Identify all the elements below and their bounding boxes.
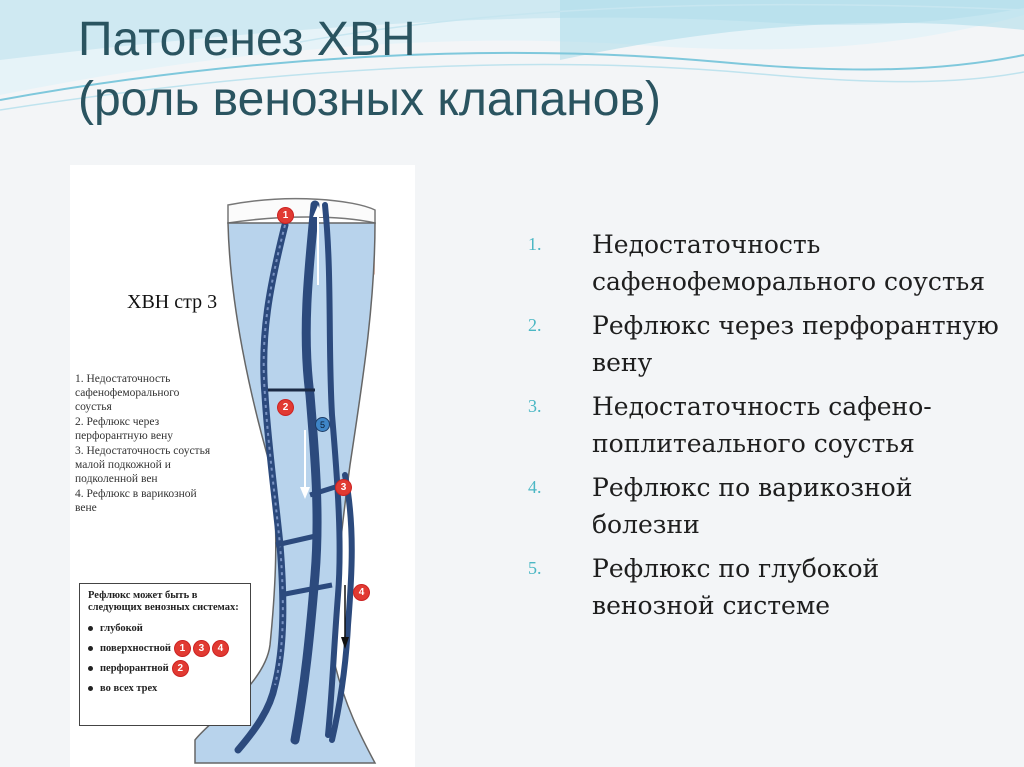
diagram-legend-list bbox=[75, 372, 215, 516]
list-number: 4. bbox=[528, 477, 542, 497]
legend-heading: Рефлюкс может быть в следующих венозных системах: bbox=[88, 590, 239, 613]
marker-1: 1 bbox=[278, 208, 293, 223]
diagram-caption: ХВН стр 3 bbox=[127, 291, 218, 313]
legend-superficial-label: поверхностной bbox=[100, 642, 171, 654]
legend-row-perforant bbox=[88, 658, 242, 678]
legend-marker-3: 3 bbox=[194, 641, 209, 656]
list-item bbox=[528, 469, 1008, 543]
legend-row-all bbox=[88, 678, 242, 698]
list-item bbox=[528, 388, 1008, 462]
list-text: Рефлюкс через перфорантную вену bbox=[592, 311, 999, 377]
pathogenesis-list bbox=[528, 226, 1008, 631]
marker-5: 5 bbox=[315, 417, 330, 432]
legend-item-1: 1. Недостаточность сафенофеморального соустья bbox=[75, 373, 180, 413]
list-text: Недостаточность сафено-поплитеального соустья bbox=[592, 392, 932, 458]
marker-2: 2 bbox=[278, 400, 293, 415]
list-text: Рефлюкс по варикозной болезни bbox=[592, 473, 913, 539]
legend-perforant-label: перфорантной bbox=[100, 662, 169, 674]
list-number: 3. bbox=[528, 396, 542, 416]
list-number: 1. bbox=[528, 234, 542, 254]
legend-all-label: во всех трех bbox=[100, 682, 158, 694]
legend-marker-4: 4 bbox=[213, 641, 228, 656]
list-text: Рефлюкс по глубокой венозной системе bbox=[592, 554, 880, 620]
bullet-icon bbox=[88, 666, 93, 671]
title-line-2: (роль венозных клапанов) bbox=[78, 73, 661, 126]
marker-4: 4 bbox=[354, 585, 369, 600]
reflux-systems-legend bbox=[79, 583, 251, 726]
list-item bbox=[528, 307, 1008, 381]
list-number: 2. bbox=[528, 315, 542, 335]
title-line-1: Патогенез ХВН bbox=[78, 13, 416, 66]
list-item bbox=[528, 550, 1008, 624]
legend-row-deep bbox=[88, 618, 242, 638]
legend-row-superficial bbox=[88, 638, 242, 658]
bullet-icon bbox=[88, 686, 93, 691]
bullet-icon bbox=[88, 626, 93, 631]
legend-marker-2: 2 bbox=[173, 661, 188, 676]
legend-item-3: 3. Недостаточность соустья малой подкожной и подколенной вен bbox=[75, 445, 211, 485]
bullet-icon bbox=[88, 646, 93, 651]
list-number: 5. bbox=[528, 558, 542, 578]
legend-marker-1: 1 bbox=[175, 641, 190, 656]
list-item bbox=[528, 226, 1008, 300]
legend-deep-label: глубокой bbox=[100, 622, 143, 634]
list-text: Недостаточность сафенофеморального соустья bbox=[592, 230, 986, 296]
slide-title bbox=[78, 10, 661, 130]
legend-item-4: 4. Рефлюкс в варикозной вене bbox=[75, 488, 197, 514]
marker-3: 3 bbox=[336, 480, 351, 495]
legend-item-2: 2. Рефлюкс через перфорантную вену bbox=[75, 416, 173, 442]
